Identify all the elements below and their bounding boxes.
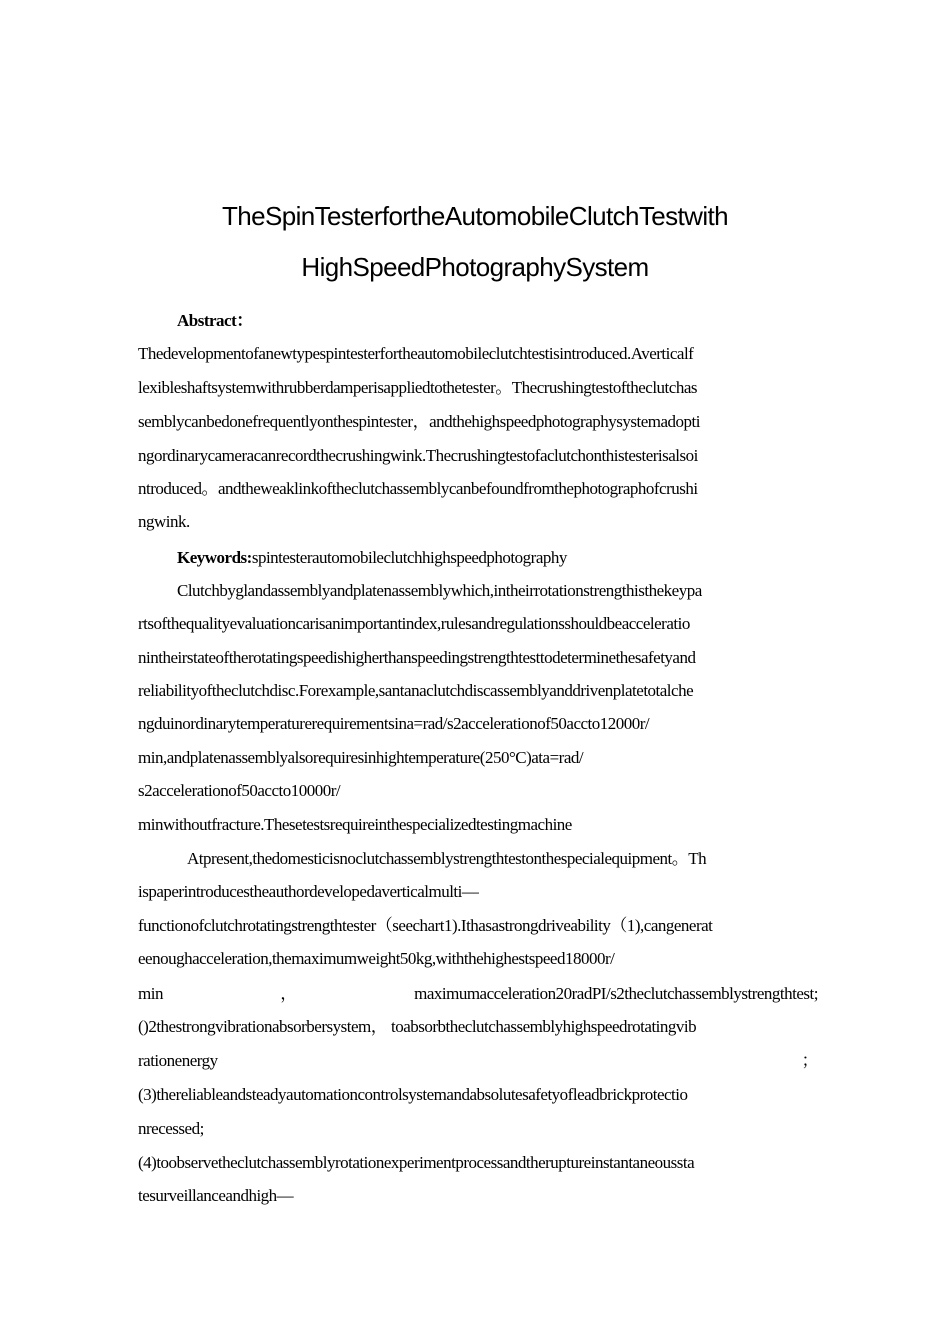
abstract-line-4: ngordinarycameracanrecordthecrushingwink.Thecrushingtestofaclutchonthistesterisalsoi	[138, 446, 698, 465]
body2-line-5-part-3: maximumacceleration20radPI/s2theclutchassemblystrengthtest;	[414, 984, 818, 1003]
body2-line-7-part-2: ；	[801, 1051, 818, 1070]
abstract-label: Abstract：	[177, 311, 253, 330]
body1-line-3: nintheirstateoftherotatingspeedishigherthanspeedingstrengthtesttodeterminethesafetyand	[138, 648, 696, 667]
body1-line-7: s2accelerationof50accto10000r/	[138, 781, 341, 800]
body2-line-10: (4)toobservetheclutchassemblyrotationexperimentprocessandtheruptureinstantaneoussta	[138, 1153, 695, 1172]
body1-line-4: reliabilityoftheclutchdisc.Forexample,santanaclutchdiscassemblyanddrivenplatetotalche	[138, 681, 694, 700]
body2-line-3: functionofclutchrotatingstrengthtester（seechart1).Ithasastrongdriveability（1),cangenerat	[138, 916, 713, 935]
body2-line-7	[138, 1051, 818, 1071]
body2-line-11: tesurveillanceandhigh—	[138, 1186, 294, 1205]
abstract-line-2: lexibleshaftsystemwithrubberdamperisappliedtothetester。Thecrushingtestoftheclutchas	[138, 378, 697, 397]
body2-line-4: eenoughacceleration,themaximumweight50kg,withthehighestspeed18000r/	[138, 949, 615, 968]
body1-line-8: minwithoutfracture.Thesetestsrequireinthespecializedtestingmachine	[138, 815, 572, 834]
abstract-line-3: semblycanbedonefrequentlyonthespintester，andthehighspeedphotographysystemadopti	[138, 412, 700, 431]
keywords-label: Keywords:	[177, 548, 252, 567]
body2-line-5-part-2: ，	[280, 984, 297, 1003]
body1-line-1: Clutchbyglandassemblyandplatenassemblywhich,intheirrotationstrengthisthekeypa	[177, 581, 702, 600]
abstract-line-5: ntroduced。andtheweaklinkoftheclutchassemblycanbefoundfromthephotographofcrushi	[138, 479, 698, 498]
body1-line-5: ngduinordinarytemperaturerequirementsina=rad/s2accelerationof50accto12000r/	[138, 714, 650, 733]
body1-line-6: min,andplatenassemblyalsorequiresinhightemperature(250°C)ata=rad/	[138, 748, 584, 767]
keywords-paragraph	[177, 548, 857, 568]
title-line-2: HighSpeedPhotographySystem	[301, 252, 649, 282]
keywords-text: spintesterautomobileclutchhighspeedphotography	[251, 548, 567, 567]
body2-line-5	[138, 984, 818, 1004]
body2-line-6: ()2thestrongvibrationabsorbersystem， toabsorbtheclutchassemblyhighspeedrotatingvib	[138, 1017, 697, 1036]
body2-line-8: (3)thereliableandsteadyautomationcontrolsystemandabsolutesafetyofleadbrickprotectio	[138, 1085, 688, 1104]
body2-line-2: ispaperintroducestheauthordevelopedaverticalmulti—	[138, 882, 479, 901]
body2-line-1: Atpresent,thedomesticisnoclutchassemblystrengthteston​thespecialequipment。Th	[187, 849, 707, 868]
body2-line-7-part-1: rationenergy	[138, 1051, 218, 1070]
body2-line-9: nrecessed;	[138, 1119, 204, 1138]
abstract-line-1: Thedevelopmentofanewtypespintesterfortheautomobileclutchtestisintroduced.Averticalf	[138, 344, 694, 363]
body2-line-5-part-1: min	[138, 984, 163, 1003]
abstract-line-6: ngwink.	[138, 512, 190, 531]
title-line-1: TheSpinTesterfortheAutomobileClutchTestwith	[221, 201, 729, 231]
body1-line-2: rtsofthequalityevaluationcarisanimportantindex,rulesandregulationsshouldbeacceleratio	[138, 614, 690, 633]
